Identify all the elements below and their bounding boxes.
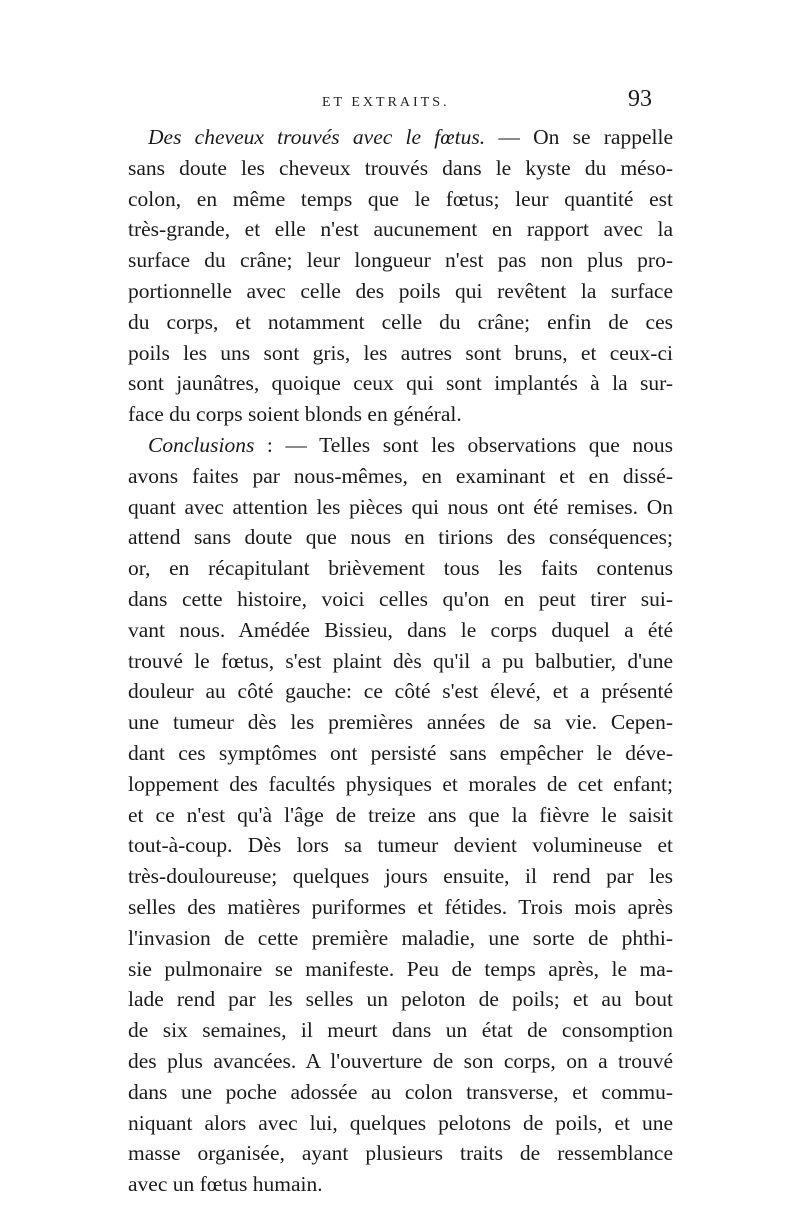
text-line: portionnelle avec celle des poils qui revêtent la surface <box>128 278 673 303</box>
text-line: poils les uns sont gris, les autres sont bruns, et ceux-ci <box>128 340 673 365</box>
text-line: dans cette histoire, voici celles qu'on en peut tirer sui- <box>128 586 673 611</box>
text-line: masse organisée, ayant plusieurs traits de ressemblance <box>128 1141 673 1166</box>
section-heading-conclusions: Conclusions <box>148 432 255 457</box>
text-line: tout-à-coup. Dès lors sa tumeur devient volumineuse et <box>128 833 673 858</box>
text-line: très-douloureuse; quelques jours ensuite, il rend par les <box>128 864 673 889</box>
text-line: avec un fœtus humain. <box>128 1172 323 1197</box>
text-line: et ce n'est qu'à l'âge de treize ans que la fièvre le saisit <box>128 802 673 827</box>
text-line: sans doute les cheveux trouvés dans le kyste du méso- <box>128 155 673 180</box>
text-line: or, en récapitulant brièvement tous les faits contenus <box>128 556 673 581</box>
text-line: colon, en même temps que le fœtus; leur quantité est <box>128 186 673 211</box>
text-line: attend sans doute que nous en tirions des conséquences; <box>128 525 673 550</box>
text-line: vant nous. Amédée Bissieu, dans le corps duquel a été <box>128 617 673 642</box>
running-title: ET EXTRAITS. <box>322 95 450 110</box>
page-number: 93 <box>628 86 652 112</box>
text-line: niquant alors avec lui, quelques pelotons de poils, et une <box>128 1110 673 1135</box>
text-line: une tumeur dès les premières années de sa vie. Cepen- <box>128 710 673 735</box>
text-line: du corps, et notamment celle du crâne; enfin de ces <box>128 309 673 334</box>
text-line: dant ces symptômes ont persisté sans empêcher le déve- <box>128 740 673 765</box>
text-line: douleur au côté gauche: ce côté s'est élevé, et a présenté <box>128 679 673 704</box>
text-line: dans une poche adossée au colon transverse, et commu- <box>128 1079 673 1104</box>
text-line: sie pulmonaire se manifeste. Peu de temps après, le ma- <box>128 956 673 981</box>
text-line: surface du crâne; leur longueur n'est pas non plus pro- <box>128 248 673 273</box>
text-line: sont jaunâtres, quoique ceux qui sont implantés à la sur- <box>128 371 673 396</box>
text-line: face du corps soient blonds en général. <box>128 402 462 427</box>
text-line: avons faites par nous-mêmes, en examinant et en dissé- <box>128 463 673 488</box>
section-heading-cheveux: Des cheveux trouvés avec le fœtus. <box>148 125 486 149</box>
text-line: Conclusions : — Telles sont les observations que nous <box>148 432 673 457</box>
text-line: Des cheveux trouvés avec le fœtus. — On se rappelle <box>148 125 673 149</box>
text-line: l'invasion de cette première maladie, une sorte de phthi- <box>128 925 673 950</box>
text-line: selles des matières puriformes et fétides. Trois mois après <box>128 894 673 919</box>
text-line: des plus avancées. A l'ouverture de son corps, on a trouvé <box>128 1048 673 1073</box>
text-line: quant avec attention les pièces qui nous ont été remises. On <box>128 494 673 519</box>
body-text <box>128 122 673 1200</box>
text-line: très-grande, et elle n'est aucunement en rapport avec la <box>128 217 673 242</box>
text-line: trouvé le fœtus, s'est plaint dès qu'il a pu balbutier, d'une <box>128 648 673 673</box>
text-line: lade rend par les selles un peloton de poils; et au bout <box>128 987 673 1012</box>
text-line: loppement des facultés physiques et morales de cet enfant; <box>128 771 673 796</box>
text-line: de six semaines, il meurt dans un état de consomption <box>128 1018 673 1043</box>
